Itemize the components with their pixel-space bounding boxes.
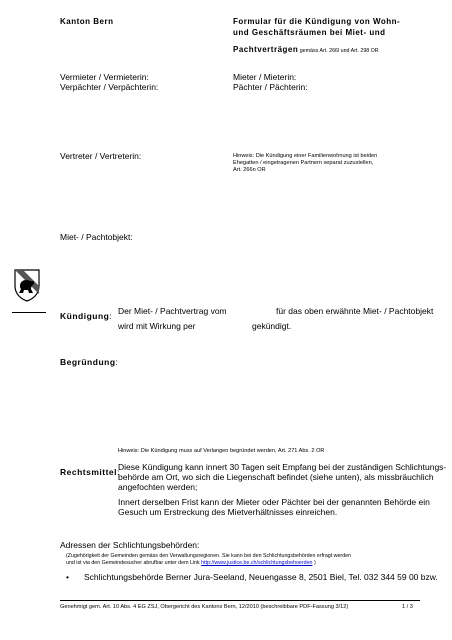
page-number: 1 / 3 <box>402 604 413 610</box>
kuendigung-heading-colon: : <box>109 311 112 321</box>
appeal-para-2-line-1: Innert derselben Frist kann der Mieter oder Pächter bei der genannten Behörde ein <box>118 497 430 507</box>
object-reference-text: für das oben erwähnte Miet- / Pachtobjekt <box>276 306 434 316</box>
bern-coat-of-arms-icon <box>12 268 42 302</box>
addresses-note-line-1: (Zugehörigkeit der Gemeinden gemäss den Verwaltungsregionen. Sie kann bei den Schlichtungsbehörden erfragt werden <box>66 553 352 559</box>
appeal-para-1-line-2: behörde am Ort, wo sich die Liegenschaft befindet (siehe unten), als missbräuchlich <box>118 472 434 482</box>
footer-approval-text: Genehmigt gem. Art. 10 Abs. 4 EG ZSJ, Obergericht des Kantons Bern, 12/2010 (beschreibbare PDF-Fassung 3/12) <box>60 604 349 610</box>
tenant-label-2: Pächter / Pächterin: <box>233 82 308 92</box>
contract-date-text: Der Miet- / Pachtvertrag vom <box>118 306 227 316</box>
kuendigung-heading <box>60 306 112 324</box>
rechtsmittel-heading-colon: : <box>117 467 120 477</box>
addresses-note-suffix: ) <box>312 560 316 566</box>
appeal-para-1-line-3: angefochten werden; <box>118 482 198 492</box>
reason-note: Hinweis: Die Kündigung muss auf Verlangen begründet werden, Art. 271 Abs. 2 OR <box>118 448 325 454</box>
appeal-para-2-line-2: Gesuch um Erstreckung des Mietverhältnisses einreichen. <box>118 507 338 517</box>
begruendung-heading <box>60 352 118 370</box>
rechtsmittel-heading <box>60 462 119 480</box>
footer-divider <box>60 600 420 601</box>
kuendigung-heading-text: Kündigung <box>60 311 110 321</box>
addresses-note-prefix: und ist via den Gemeindesucher abrufbar unter dem Link <box>66 560 202 566</box>
begruendung-heading-text: Begründung <box>60 357 116 367</box>
rechtsmittel-heading-text: Rechtsmittel <box>60 467 118 477</box>
terminated-text: gekündigt. <box>252 321 292 331</box>
form-title-articles: gemäss Art. 266l und Art. 298 OR <box>298 48 379 54</box>
form-title-line-1: Formular für die Kündigung von Wohn- <box>233 17 401 26</box>
family-dwelling-note-3: Art. 266n OR <box>233 167 266 173</box>
landlord-label-2: Verpächter / Verpächterin: <box>60 82 159 92</box>
tenant-label-1: Mieter / Mieterin: <box>233 72 297 82</box>
family-dwelling-note-1: Hinweis: Die Kündigung einer Familienwohnung ist beiden <box>233 153 378 159</box>
form-title-bold-part: Pachtverträgen <box>233 45 299 54</box>
addresses-note-line-2 <box>66 560 316 567</box>
addresses-heading: Adressen der Schlichtungsbehörden: <box>60 540 200 550</box>
address-biel: Schlichtungsbehörde Berner Jura-Seeland, Neuengasse 8, 2501 Biel, Tel. 032 344 59 00 bzw. <box>84 572 438 582</box>
effective-date-text: wird mit Wirkung per <box>118 321 196 331</box>
logo-divider <box>12 312 46 313</box>
canton-title: Kanton Bern <box>60 17 114 26</box>
family-dwelling-note-2: Ehegatten / eingetragenen Partnern separat zuzustellen, <box>233 160 374 166</box>
address-bullet: • <box>66 572 69 582</box>
landlord-label-1: Vermieter / Vermieterin: <box>60 72 149 82</box>
representative-label: Vertreter / Vertreterin: <box>60 151 142 161</box>
appeal-para-1-line-1: Diese Kündigung kann innert 30 Tagen seit Empfang bei der zuständigen Schlichtungs- <box>118 462 447 472</box>
object-label: Miet- / Pachtobjekt: <box>60 232 133 242</box>
form-title-line-2: und Geschäftsräumen bei Miet- und <box>233 28 386 37</box>
form-title-line-3 <box>233 39 379 57</box>
begruendung-heading-colon: : <box>115 357 118 367</box>
schlichtungsbehoerden-link[interactable]: http://www.justice.be.ch/schlichtungsbehoerden <box>201 560 313 566</box>
